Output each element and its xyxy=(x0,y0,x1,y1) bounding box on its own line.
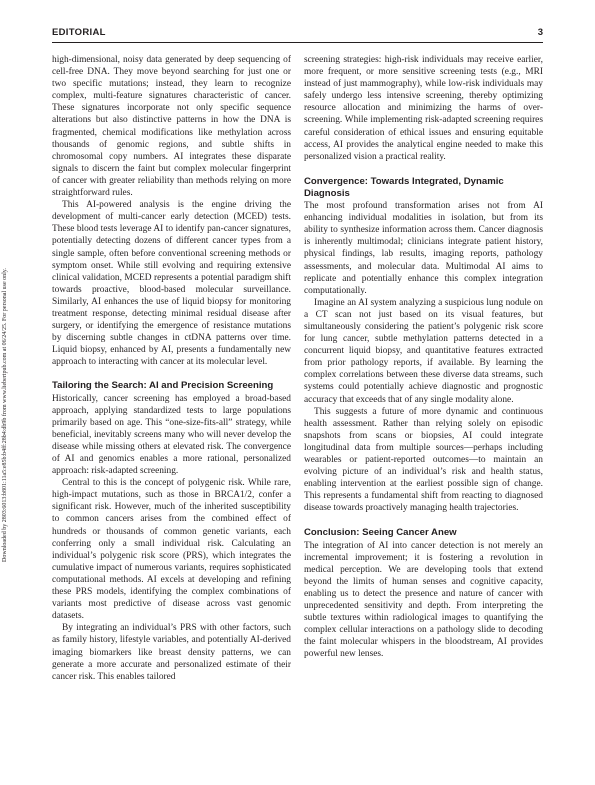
paragraph: Imagine an AI system analyzing a suspicious lung nodule on a CT scan not just based on its visual features, but simultaneously considering the patient’s polygenic risk score for lung cancer, subtle methylation patterns detected in a concurrent liquid biopsy, and quantitative features extracted from prior pathology reports, if available. By learning the complex correlations between these diverse data streams, such systems could potentially achieve diagnostic and prognostic accuracy that exceeds that of any single modality alone. xyxy=(304,297,543,405)
section-heading: Conclusion: Seeing Cancer Anew xyxy=(304,527,457,539)
paragraph: Central to this is the concept of polygenic risk. While rare, high-impact mutations, such as those in BRCA1/2, confer a significant risk. However, much of the inherited susceptibility to common cancers arises from the combined effect of hundreds or thousands of common genetic variants, each conferring only a small individual risk. Calculating an individual’s polygenic risk score (PRS), which integrates the cumulative impact of numerous variants, requires sophisticated computational methods. AI excels at developing and refining these PRS models, identifying the complex combinations of variants most predictive of disease across vast genomic datasets. xyxy=(52,478,291,622)
paragraph: The most profound transformation arises not from AI enhancing individual modalities in isolation, but from its ability to synthesize information across them. Cancer diagnosis is inherently multimodal; clinicians integrate patient history, physical findings, lab results, imaging reports, pathology assessments, and molecular data. Multimodal AI aims to replicate and potentially enhance this complex integration computationally. xyxy=(304,201,543,296)
paragraph: By integrating an individual’s PRS with other factors, such as family history, lifestyle variables, and potentially AI-derived imaging biomarkers like breast density patterns, we can generate a more accurate and personalized estimate of their cancer risk. This enables tailored xyxy=(52,623,291,682)
paragraph: The integration of AI into cancer detection is not merely an incremental improvement; it is fostering a revolution in medical perception. We are developing tools that extend beyond the limits of human senses and cognitive capacity, enabling us to detect the presence and nature of cancer with unprecedented sensitivity and depth. From interpreting the subtle textures within radiological images to quantifying the complex cellular interactions on a pathology slide to decoding the faint molecular whispers in the bloodstream, AI provides powerful new lenses. xyxy=(304,540,543,660)
page-number: 3 xyxy=(537,27,543,38)
section-heading: Tailoring the Search: AI and Precision Screening xyxy=(52,380,274,392)
paragraph: Historically, cancer screening has employed a broad-based approach, applying standardized tests to large populations primarily based on age. This “one-size-fits-all” strategy, while beneficial, inevitably screens many who will never develop the disease while missing others at elevated risk. The convergence of AI and genomics enables a more rational, personalized approach: risk-adapted screening. xyxy=(52,393,291,477)
paragraph: screening strategies: high-risk individuals may receive earlier, more frequent, or more sensitive screening tests (e.g., MRI instead of just mammography), while low-risk individuals may safely undergo less intensive screening, thereby optimizing resource allocation and minimizing the harms of over-screening. While implementing risk-adapted screening requires careful consideration of ethical issues and ensuring equitable access, AI provides the analytical engine needed to make this personalized vision a practical reality. xyxy=(304,55,543,162)
running-header xyxy=(52,22,543,43)
download-watermark xyxy=(2,215,12,615)
download-watermark-text: Downloaded by 2803:6013:b801:11a5:e85b:b4ff:28b4:db9b from www.liebertpub.com at 06/24/25. For personal use only. xyxy=(2,268,8,562)
paragraph: This suggests a future of more dynamic and continuous health assessment. Rather than relying solely on episodic snapshots from scans or biopsies, AI could integrate longitudinal data from multiple sources—perhaps including wearables or patient-reported outcomes—to maintain an evolving picture of an individual’s risk and health status, enabling intervention at the earliest possible sign of change. This represents a fundamental shift from reacting to diagnosed disease towards proactively managing health trajectories. xyxy=(304,406,543,514)
right-column xyxy=(304,54,543,661)
section-heading: Convergence: Towards Integrated, Dynamic Diagnosis xyxy=(304,175,504,199)
section-label: EDITORIAL xyxy=(52,27,106,38)
paragraph: This AI-powered analysis is the engine driving the development of multi-cancer early detection (MCED) tests. These blood tests leverage AI to identify pan-cancer signatures, potentially detecting dozens of different cancer types from a single sample, often before conventional screening methods or symptom onset. While still evolving and requiring extensive clinical validation, MCED represents a potential paradigm shift towards proactive, blood-based molecular surveillance. Similarly, AI enhances the use of liquid biopsy for monitoring treatment response, detecting minimal residual disease after surgery, or identifying the emergence of resistance mutations by discerning subtle changes in ctDNA patterns over time. Liquid biopsy, enhanced by AI, presents a fundamentally new approach to interacting with cancer at its molecular level. xyxy=(52,200,291,368)
paragraph: high-dimensional, noisy data generated by deep sequencing of cell-free DNA. They move beyond searching for just one or two specific mutations; instead, they learn to recognize complex, multi-feature signatures characteristic of cancer. These signatures incorporate not only specific sequence alterations but also distinctive patterns in how the DNA is fragmented, chemical modifications like methylation across thousands of genomic regions, and subtle shifts in chromosomal copy numbers. AI integrates these disparate signals to discern the faint but complex molecular fingerprint of cancer with greater reliability than methods relying on more straightforward rules. xyxy=(52,55,291,199)
left-column xyxy=(52,54,291,683)
